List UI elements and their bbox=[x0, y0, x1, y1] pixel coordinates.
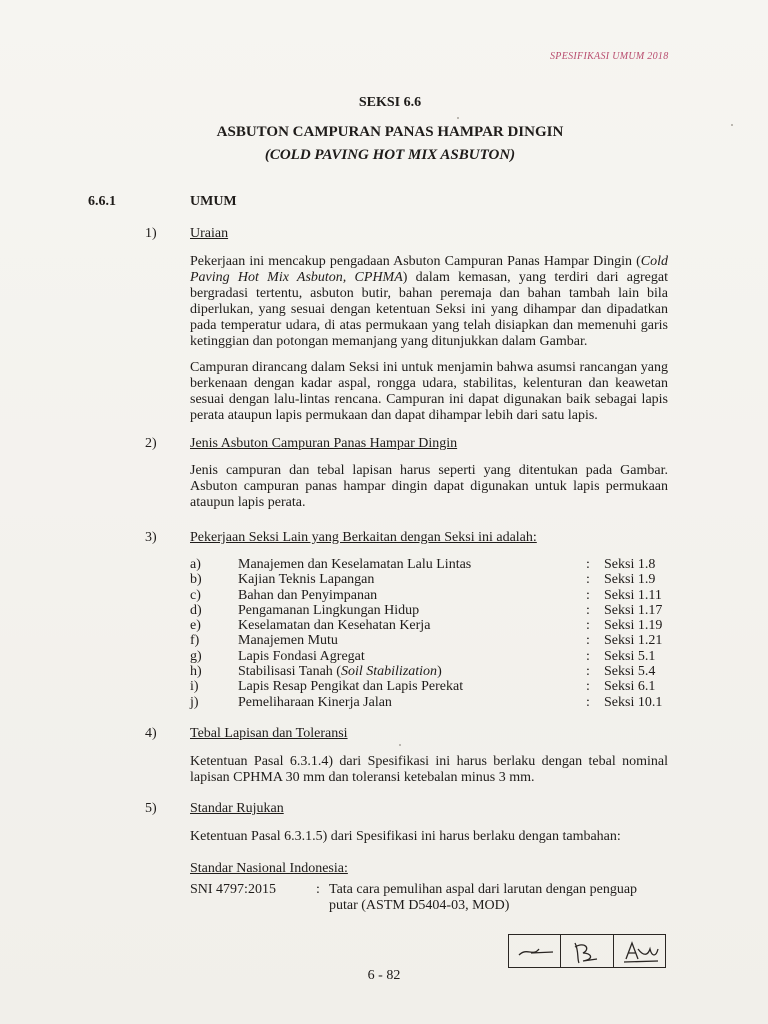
initial-mark-1 bbox=[509, 935, 560, 967]
item-number-4: 4) bbox=[145, 726, 157, 741]
initial-cell bbox=[613, 935, 665, 967]
list-item: b) Kajian Teknis Lapangan : Seksi 1.9 bbox=[190, 572, 656, 588]
list-item: e) Keselamatan dan Kesehatan Kerja : Seksi 1.19 bbox=[190, 618, 663, 634]
document-title: ASBUTON CAMPURAN PANAS HAMPAR DINGIN bbox=[216, 124, 564, 140]
item-number-1: 1) bbox=[145, 226, 157, 241]
document-subtitle: (COLD PAVING HOT MIX ASBUTON) bbox=[264, 147, 516, 163]
initial-cell bbox=[509, 935, 560, 967]
item-title-4: Tebal Lapisan dan Toleransi bbox=[190, 726, 348, 741]
standard-description: Tata cara pemulihan aspal dari larutan dengan penguap putar (ASTM D5404-03, MOD) bbox=[329, 882, 638, 913]
scan-speck bbox=[399, 744, 401, 746]
paragraph-1-1: Pekerjaan ini mencakup pengadaan Asbuton Campuran Panas Hampar Dingin (Cold Paving Hot Mix Asbuton, CPHMA) dalam kemasan, yang terdiri dari agregat bergradasi tertentu, asbuton butir, bahan peremaja dan bahan tambah lain bila diperlukan, yang sesuai dengan ketentuan Seksi ini yang dihampar dan dipadatkan pada temperatur udara, di atas permukaan yang telah disiapkan dan memenuhi garis ketinggian dan potongan memanjang yang ditunjukkan dalam Gambar. bbox=[190, 254, 668, 349]
list-item: h) Stabilisasi Tanah (Soil Stabilization) : Seksi 5.4 bbox=[190, 664, 656, 680]
section-number: 6.6.1 bbox=[88, 194, 116, 209]
related-sections-list bbox=[190, 557, 670, 710]
standard-colon: : bbox=[316, 882, 320, 897]
initial-mark-3 bbox=[614, 935, 665, 967]
scan-speck bbox=[457, 117, 459, 119]
item-title-2: Jenis Asbuton Campuran Panas Hampar Dingin bbox=[190, 436, 458, 451]
item-title-1: Uraian bbox=[190, 226, 229, 241]
initials-box bbox=[508, 934, 666, 968]
initial-cell bbox=[560, 935, 612, 967]
list-item: a) Manajemen dan Keselamatan Lalu Lintas : Seksi 1.8 bbox=[190, 557, 656, 572]
item-title-3: Pekerjaan Seksi Lain yang Berkaitan dengan Seksi ini adalah: bbox=[190, 530, 537, 545]
paragraph-5-1: Ketentuan Pasal 6.3.1.5) dari Spesifikasi ini harus berlaku dengan tambahan: bbox=[190, 829, 621, 844]
list-item: c) Bahan dan Penyimpanan : Seksi 1.11 bbox=[190, 587, 662, 603]
standards-subheading: Standar Nasional Indonesia: bbox=[190, 861, 348, 876]
section-title: UMUM bbox=[190, 194, 237, 209]
paragraph-1-2: Campuran dirancang dalam Seksi ini untuk menjamin bahwa asumsi rancangan yang berkenaan dengan kadar aspal, rongga udara, stabilitas, kelenturan dan keawetan sesuai dengan lalu-lintas rencana. Campuran ini dapat digunakan baik sebagai lapis perata ataupun lapis permukaan dan dapat dihampar lebih dari satu lapis. bbox=[190, 360, 668, 423]
initial-mark-2 bbox=[561, 935, 612, 967]
standard-code: SNI 4797:2015 bbox=[190, 882, 276, 897]
list-item: f) Manajemen Mutu : Seksi 1.21 bbox=[190, 633, 663, 649]
paragraph-2-1: Jenis campuran dan tebal lapisan harus seperti yang ditentukan pada Gambar. Asbuton campuran panas hampar dingin dapat digunakan untuk lapis permukaan ataupun lapis perata. bbox=[190, 463, 668, 510]
page-number: 6 - 82 bbox=[367, 968, 401, 983]
paragraph-4-1: Ketentuan Pasal 6.3.1.4) dari Spesifikasi ini harus berlaku dengan tebal nominal lapisan CPHMA 30 mm dan toleransi ketebalan minus 3 mm. bbox=[190, 754, 668, 785]
list-item: i) Lapis Resap Pengikat dan Lapis Perekat : Seksi 6.1 bbox=[190, 679, 656, 695]
item-title-5: Standar Rujukan bbox=[190, 801, 284, 816]
list-item: d) Pengamanan Lingkungan Hidup : Seksi 1.17 bbox=[190, 602, 663, 618]
list-item: g) Lapis Fondasi Agregat : Seksi 5.1 bbox=[190, 648, 656, 664]
scan-speck bbox=[731, 124, 733, 126]
item-number-5: 5) bbox=[145, 801, 157, 816]
section-heading: SEKSI 6.6 bbox=[358, 95, 422, 110]
item-number-3: 3) bbox=[145, 530, 157, 545]
list-item: j) Pemeliharaan Kinerja Jalan : Seksi 10.1 bbox=[190, 694, 663, 710]
header-spec-label: SPESIFIKASI UMUM 2018 bbox=[550, 51, 669, 62]
item-number-2: 2) bbox=[145, 436, 157, 451]
